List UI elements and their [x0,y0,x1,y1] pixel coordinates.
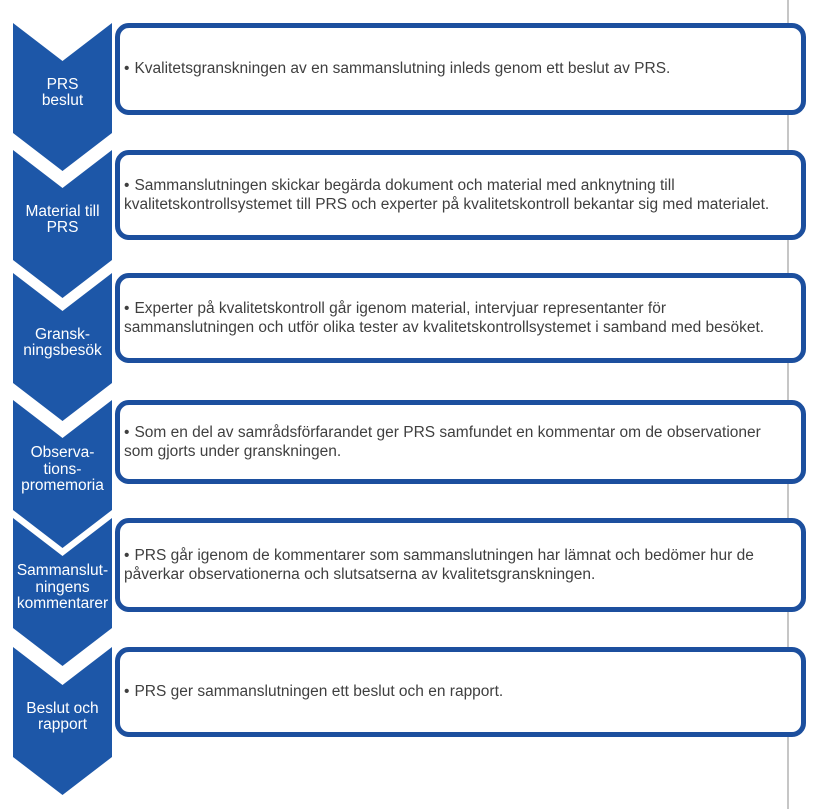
step-label [13,174,112,266]
step-label [13,424,112,516]
step-description-text: Som en del av samrådsförfarandet ger PRS samfundet en kommentar om de observationer som gjorts under granskningen. [124,423,761,460]
step-description-box [115,23,806,115]
step-description [124,423,780,462]
bullet-marker: • [124,423,130,441]
step-label-line: PRS [46,75,79,93]
step-description-text: PRS ger sammanslutningen ett beslut och en rapport. [134,683,504,701]
step-description-box [115,273,806,363]
step-label [13,542,112,634]
step-description-box [115,647,806,737]
bullet-marker: • [124,299,130,317]
step-label-line: Observa- [30,444,95,462]
bullet-marker: • [124,60,130,78]
step-label-line: Material till [25,202,100,220]
step-description-text: Experter på kvalitetskontroll går igenom material, intervjuar representanter för sammanslutningen och utför olika tester av kvalitetskontrollsystemet i samband med besöket. [124,299,765,336]
step-label-line: PRS [46,219,79,236]
step-description-box [115,518,806,612]
step-label-line: tions- [43,460,82,478]
step-label-line: kommentarer [16,595,109,613]
step-description [124,546,780,585]
bullet-marker: • [124,683,130,701]
step-description-box [115,150,806,240]
step-label-line: ningsbesök [23,342,102,359]
step-label [13,671,112,763]
step-description [124,176,780,215]
step-description [124,682,780,702]
step-label-line: Gransk- [34,325,91,343]
step-label-line: beslut [41,92,84,109]
step-description-text: Kvalitetsgranskningen av en sammanslutning inleds genom ett beslut av PRS. [134,60,671,78]
step-label [13,47,112,139]
step-label [13,297,112,389]
step-label-line: Beslut och [26,699,99,717]
step-label-line: ningens [35,578,90,596]
step-description-box [115,400,806,484]
step-description [124,59,780,79]
step-label-line: rapport [37,716,88,733]
step-description [124,299,780,338]
step-description-text: Sammanslutningen skickar begärda dokument och material med anknytning till kvalitetskontrollsystemet till PRS och experter på kvalitetskontroll bekantar sig med materialet. [124,176,770,213]
bullet-marker: • [124,546,130,564]
bullet-marker: • [124,176,130,194]
step-label-line: promemoria [21,477,104,495]
step-description-text: PRS går igenom de kommentarer som sammanslutningen har lämnat och bedömer hur de påverkar observationerna och slutsatserna av kvalitetsgranskningen. [124,546,754,583]
step-label-line: Sammanslut- [16,562,109,580]
